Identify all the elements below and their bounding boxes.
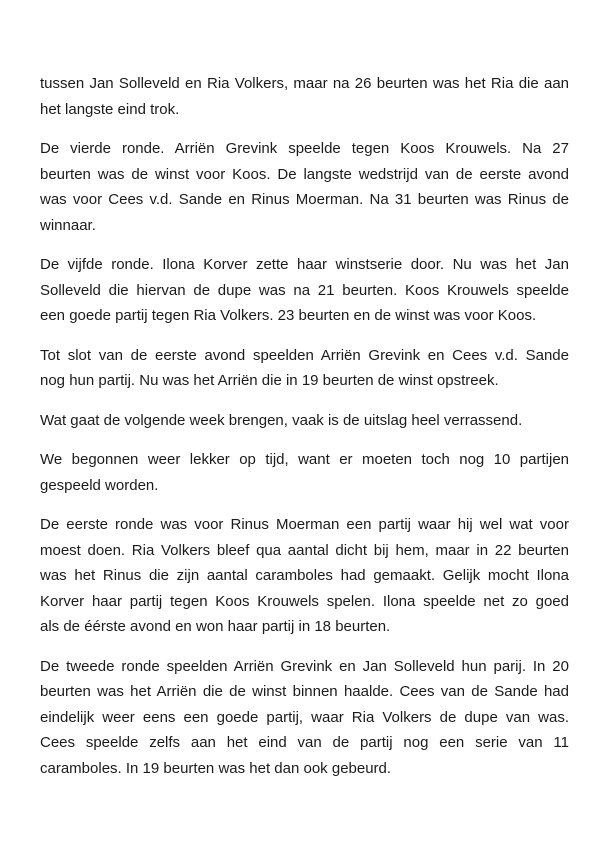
document-body (40, 71, 569, 795)
text-line: een goede partij tegen Ria Volkers. 23 beurten en de winst was voor Koos. (40, 307, 537, 324)
text-line: Wat gaat de volgende week brengen, vaak is de uitslag heel verrassend. (40, 411, 523, 429)
text-line: De vijfde ronde. Ilona Korver zette haar winstserie door. Nu was het Jan (40, 256, 569, 273)
text-line: was het Rinus die zijn aantal caramboles had gemaakt. Gelijk mocht Ilona (40, 567, 569, 584)
text-line: De vierde ronde. Arriën Grevink speelde tegen Koos Krouwels. Na 27 (40, 140, 569, 157)
text-line: beurten was het Arriën die de winst binnen haalde. Cees van de Sande had (40, 683, 569, 700)
text-line: beurten was de winst voor Koos. De langste wedstrijd van de eerste avond (40, 165, 569, 183)
text-line: Korver haar partij tegen Koos Krouwels spelen. Ilona speelde net zo goed (40, 592, 569, 610)
text-line: tussen Jan Solleveld en Ria Volkers, maar na 26 beurten was het Ria die aan (40, 75, 569, 92)
text-line: winnaar. (40, 216, 96, 234)
text-line: was voor Cees v.d. Sande en Rinus Moerman. Na 31 beurten was Rinus de (40, 191, 569, 208)
text-line: caramboles. In 19 beurten was het dan ook gebeurd. (40, 759, 392, 777)
paragraph (40, 512, 569, 640)
paragraph (40, 252, 569, 329)
paragraph (40, 71, 569, 122)
text-line: We begonnen weer lekker op tijd, want er moeten toch nog 10 partijen (40, 451, 569, 468)
text-line: Solleveld die hiervan de dupe was na 21 beurten. Koos Krouwels speelde (40, 281, 569, 299)
text-line: eindelijk weer eens een goede partij, waar Ria Volkers de dupe van was. (40, 708, 569, 726)
text-line: moest doen. Ria Volkers bleef qua aantal dicht bij hem, maar in 22 beurten (40, 541, 569, 559)
text-line: Cees speelde zelfs aan het eind van de partij nog een serie van 11 (40, 734, 569, 751)
paragraph (40, 136, 569, 238)
text-line: als de éérste avond en won haar partij in 18 beurten. (40, 618, 391, 635)
text-line: nog hun partij. Nu was het Arriën die in 19 beurten de winst opstreek. (40, 372, 499, 389)
paragraph (40, 447, 569, 498)
paragraph (40, 654, 569, 782)
paragraph (40, 343, 569, 394)
text-line: Tot slot van de eerste avond speelden Arriën Grevink en Cees v.d. Sande (40, 346, 569, 364)
paragraph (40, 408, 569, 434)
text-line: De eerste ronde was voor Rinus Moerman een partij waar hij wel wat voor (40, 516, 569, 533)
text-line: het langste eind trok. (40, 100, 180, 118)
text-line: De tweede ronde speelden Arriën Grevink en Jan Solleveld hun parij. In 20 (40, 657, 569, 675)
text-line: gespeeld worden. (40, 476, 159, 494)
